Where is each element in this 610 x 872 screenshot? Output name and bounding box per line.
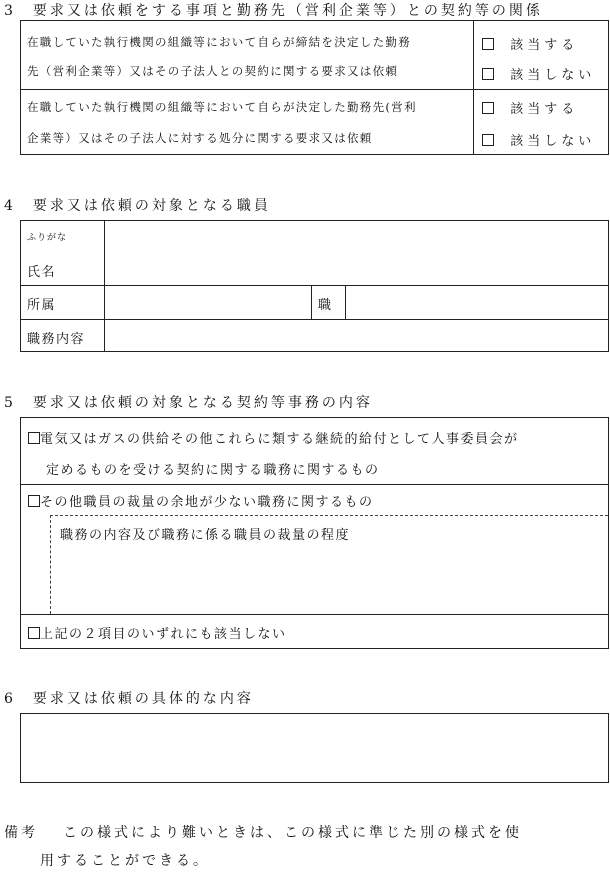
affiliation-field[interactable] bbox=[105, 286, 310, 318]
section-6-heading: 6 要求又は依頼の具体的な内容 bbox=[4, 691, 254, 707]
detail-box-border bbox=[50, 515, 608, 516]
item2-detail-label: 職務の内容及び職務に係る職員の裁量の程度 bbox=[60, 528, 351, 543]
divider bbox=[20, 89, 609, 90]
option-label: 該当しない bbox=[510, 134, 596, 149]
row2-text-line1: 在職していた執行機関の組織等において自らが決定した勤務先(営利 bbox=[27, 100, 417, 114]
item1-label-line2: 定めるものを受ける契約に関する職務に関するもの bbox=[46, 463, 380, 478]
name-label: 氏名 bbox=[27, 265, 57, 280]
detail-box-border bbox=[50, 515, 51, 614]
checkbox-icon[interactable] bbox=[28, 432, 40, 444]
checkbox-icon[interactable] bbox=[482, 68, 494, 80]
option-label: 該当する bbox=[510, 102, 579, 117]
remarks-line2: 用することができる。 bbox=[40, 853, 210, 869]
row2-option-yes[interactable] bbox=[482, 98, 578, 117]
section-4-heading: 4 要求又は依頼の対象となる職員 bbox=[4, 198, 271, 214]
name-field[interactable] bbox=[105, 221, 608, 284]
item2-label: その他職員の裁量の余地が少ない職務に関するもの bbox=[40, 495, 374, 510]
checkbox-icon[interactable] bbox=[28, 495, 40, 507]
item2-option[interactable] bbox=[28, 491, 374, 510]
position-label: 職 bbox=[318, 298, 333, 313]
checkbox-icon[interactable] bbox=[482, 38, 494, 50]
row1-text-line2: 先（営利企業等）又はその子法人との契約に関する要求又は依頼 bbox=[27, 64, 399, 78]
furigana-label: ふりがな bbox=[27, 233, 68, 243]
item3-option[interactable] bbox=[28, 623, 287, 642]
divider bbox=[473, 20, 474, 155]
divider bbox=[20, 484, 609, 485]
option-label: 該当しない bbox=[510, 68, 596, 83]
row2-text-line2: 企業等）又はその子法人に対する処分に関する要求又は依頼 bbox=[27, 131, 373, 145]
affiliation-label: 所属 bbox=[27, 298, 57, 313]
duties-label: 職務内容 bbox=[27, 332, 86, 347]
divider bbox=[20, 614, 609, 615]
item3-label: 上記の２項目のいずれにも該当しない bbox=[40, 627, 287, 642]
section-5-heading: 5 要求又は依頼の対象となる契約等事務の内容 bbox=[4, 395, 373, 411]
remarks-label: 備考 bbox=[4, 825, 38, 841]
item2-detail-field[interactable] bbox=[52, 545, 607, 612]
request-content-field[interactable] bbox=[20, 713, 609, 783]
item1-option[interactable] bbox=[28, 428, 519, 447]
checkbox-icon[interactable] bbox=[28, 627, 40, 639]
row1-text-line1: 在職していた執行機関の組織等において自らが締結を決定した勤務 bbox=[27, 35, 411, 49]
duties-field[interactable] bbox=[105, 320, 608, 351]
row1-option-no[interactable] bbox=[482, 64, 595, 83]
position-field[interactable] bbox=[346, 286, 608, 318]
remarks-line1: この様式により難いときは、この様式に準じた別の様式を使 bbox=[63, 825, 522, 841]
row2-option-no[interactable] bbox=[482, 130, 595, 149]
checkbox-icon[interactable] bbox=[482, 134, 494, 146]
checkbox-icon[interactable] bbox=[482, 102, 494, 114]
row1-option-yes[interactable] bbox=[482, 34, 578, 53]
item1-label-line1: 電気又はガスの供給その他これらに類する継続的給付として人事委員会が bbox=[40, 432, 519, 447]
option-label: 該当する bbox=[510, 38, 579, 53]
divider bbox=[311, 285, 312, 319]
section-3-heading: 3 要求又は依頼をする事項と勤務先（営利企業等）との契約等の関係 bbox=[4, 3, 543, 19]
